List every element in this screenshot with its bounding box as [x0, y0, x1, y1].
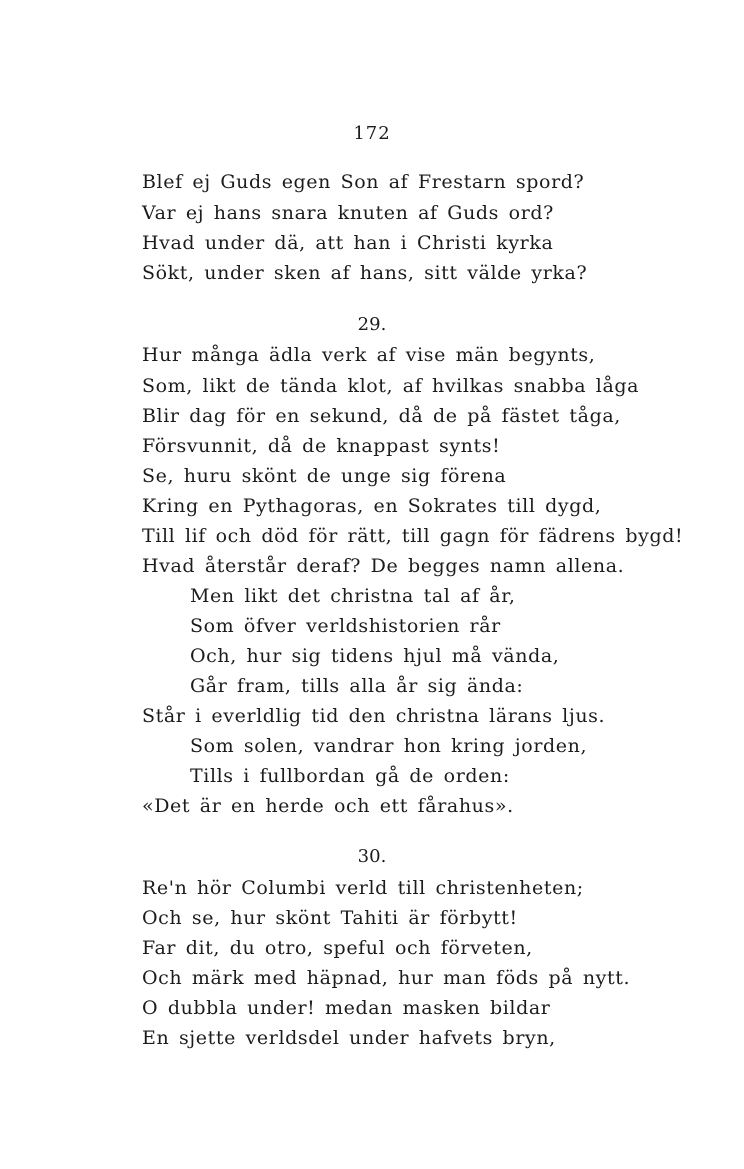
verse-line-indented: Går fram, tills alla år sig ända:	[190, 675, 524, 697]
verse-line: En sjette verldsdel under hafvets bryn,	[142, 1027, 556, 1049]
verse-line: Blef ej Guds egen Son af Frestarn spord?	[142, 171, 585, 193]
verse-line: Far dit, du otro, speful och förveten,	[142, 937, 533, 959]
verse-line-indented: Men likt det christna tal af år,	[190, 585, 516, 607]
stanza-number: 30.	[357, 846, 387, 867]
verse-line: Sökt, under sken af hans, sitt välde yrka?	[142, 262, 588, 284]
stanza-number: 29.	[357, 314, 387, 335]
verse-line-indented: Som solen, vandrar hon kring jorden,	[190, 735, 588, 757]
verse-line-indented: Som öfver verldshistorien rår	[190, 615, 501, 637]
verse-line: Hur många ädla verk af vise män begynts,	[142, 344, 596, 366]
verse-line: Försvunnit, då de knappast synts!	[142, 435, 501, 457]
verse-line: Var ej hans snara knuten af Guds ord?	[142, 202, 554, 224]
verse-line: O dubbla under! medan masken bildar	[142, 997, 551, 1019]
verse-line: «Det är en herde och ett fårahus».	[142, 795, 514, 817]
verse-line: Kring en Pythagoras, en Sokrates till dygd,	[142, 495, 602, 517]
verse-line: Och märk med häpnad, hur man föds på nytt.	[142, 967, 631, 989]
page-number: 172	[353, 123, 391, 144]
verse-line: Re'n hör Columbi verld till christenheten;	[142, 877, 584, 899]
verse-line: Blir dag för en sekund, då de på fästet tåga,	[142, 405, 621, 427]
verse-line: Hvad återstår deraf? De begges namn allena.	[142, 555, 625, 577]
verse-line: Se, huru skönt de unge sig förena	[142, 465, 507, 487]
verse-line: Och se, hur skönt Tahiti är förbytt!	[142, 907, 518, 929]
verse-line-indented: Tills i fullbordan gå de orden:	[190, 765, 510, 787]
verse-line: Som, likt de tända klot, af hvilkas snabba låga	[142, 375, 640, 397]
verse-line: Står i everldlig tid den christna lärans ljus.	[142, 705, 606, 727]
verse-line: Till lif och död för rätt, till gagn för fädrens bygd!	[142, 525, 684, 547]
verse-line: Hvad under dä, att han i Christi kyrka	[142, 232, 554, 254]
verse-line-indented: Och, hur sig tidens hjul må vända,	[190, 645, 560, 667]
